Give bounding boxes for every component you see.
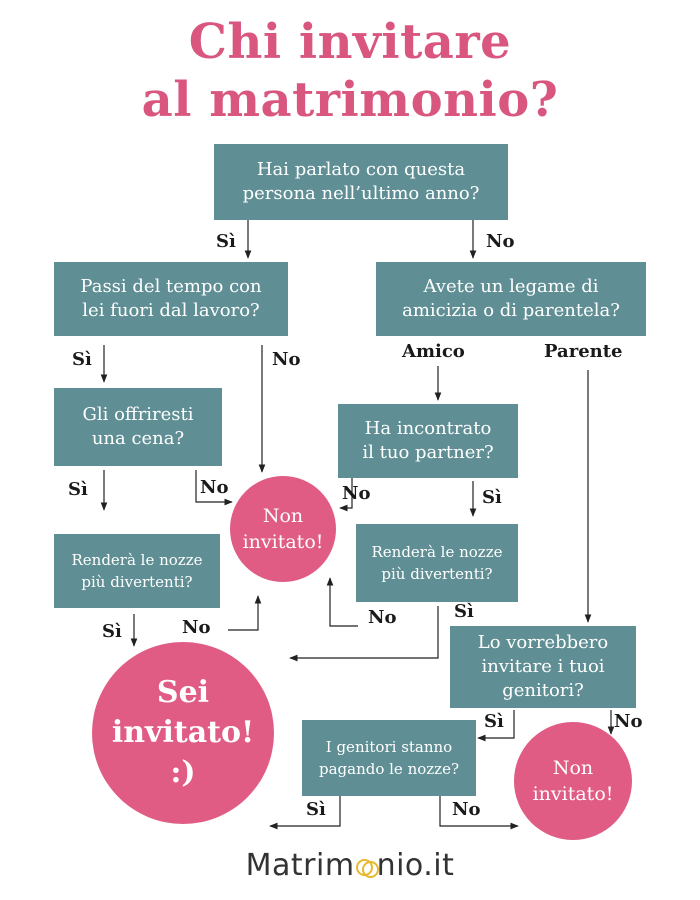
- question-met-partner: Ha incontrato il tuo partner?: [338, 404, 518, 478]
- label-q6-no: No: [342, 483, 371, 504]
- arrow-q4-no: [228, 596, 258, 630]
- label-q1-no: No: [486, 231, 515, 252]
- label-q7-no: No: [368, 607, 397, 628]
- question-parents-paying: I genitori stanno pagando le nozze?: [302, 720, 476, 796]
- label-q2-no: No: [272, 349, 301, 370]
- logo-text-end: nio.it: [376, 848, 455, 883]
- arrow-q7-no: [330, 578, 358, 626]
- title-line-1: Chi invitare: [188, 14, 512, 70]
- title-line-2: al matrimonio?: [141, 72, 559, 128]
- outcome-not-invited-1: Non invitato!: [230, 476, 336, 582]
- label-q5-friend: Amico: [402, 341, 465, 362]
- label-q9-no: No: [452, 799, 481, 820]
- label-q9-yes: Sì: [306, 799, 326, 820]
- question-talked-last-year: Hai parlato con questa persona nell’ultimo anno?: [214, 144, 508, 220]
- label-q7-yes: Sì: [454, 601, 474, 622]
- arrow-q7-yes: [290, 606, 438, 658]
- wedding-rings-icon: [356, 855, 376, 877]
- label-q5-relative: Parente: [544, 341, 623, 362]
- label-q3-yes: Sì: [68, 479, 88, 500]
- label-q2-yes: Sì: [72, 349, 92, 370]
- label-q1-yes: Sì: [216, 231, 236, 252]
- brand-logo: [0, 848, 700, 883]
- label-q4-yes: Sì: [102, 621, 122, 642]
- outcome-invited: Sei invitato! :): [92, 642, 274, 824]
- label-q4-no: No: [182, 617, 211, 638]
- label-q3-no: No: [200, 477, 229, 498]
- outcome-not-invited-2: Non invitato!: [514, 722, 632, 840]
- question-friend-or-relative: Avete un legame di amicizia o di parentela?: [376, 262, 646, 336]
- label-q6-yes: Sì: [482, 487, 502, 508]
- arrow-q9-yes: [270, 796, 340, 826]
- label-q8-yes: Sì: [484, 711, 504, 732]
- question-parents-want: Lo vorrebbero invitare i tuoi genitori?: [450, 626, 636, 708]
- logo-text-start: Matrim: [245, 848, 355, 883]
- label-q8-no: No: [614, 711, 643, 732]
- question-more-fun-1: Renderà le nozze più divertenti?: [54, 534, 220, 608]
- question-more-fun-2: Renderà le nozze più divertenti?: [356, 524, 518, 602]
- question-time-outside-work: Passi del tempo con lei fuori dal lavoro?: [54, 262, 288, 336]
- question-offer-dinner: Gli offriresti una cena?: [54, 388, 222, 466]
